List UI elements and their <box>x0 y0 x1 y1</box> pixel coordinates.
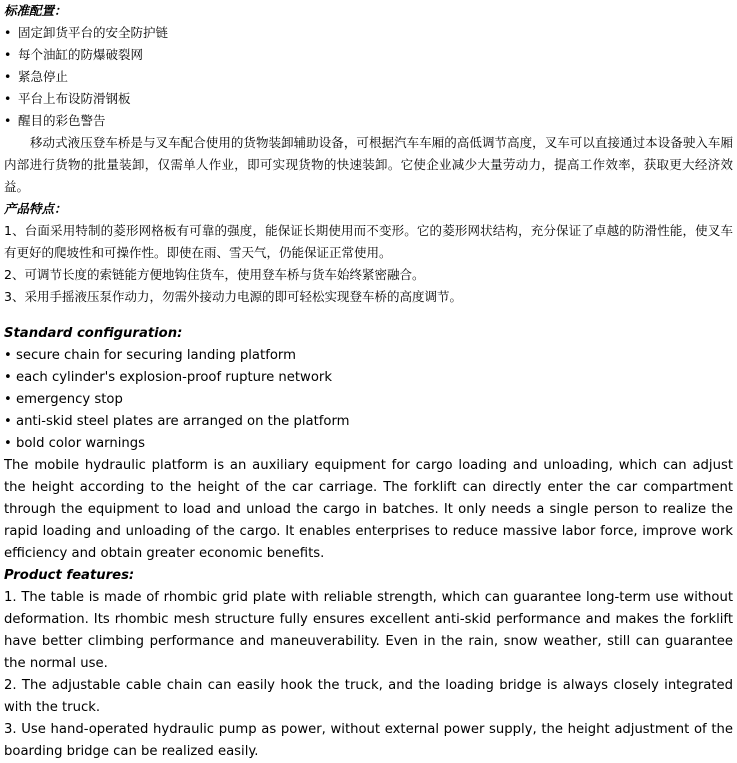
en-standard-item <box>4 389 733 411</box>
zh-standard-item-text: 紧急停止 <box>18 69 69 84</box>
en-standard-item <box>4 411 733 433</box>
zh-standard-item-text: 固定卸货平台的安全防护链 <box>18 25 169 40</box>
zh-standard-item-text: 平台上布设防滑钢板 <box>18 91 131 106</box>
en-feature-item: 1. The table is made of rhombic grid plate with reliable strength, which can guarantee long-term use without deformation. Its rhombic mesh structure fully ensures excellent anti-skid performance and makes the forklift have better climbing performance and maneuverability. Even in the rain, snow weather, still can guarantee the normal use. <box>4 590 733 671</box>
zh-feature-item: 1、台面采用特制的菱形网格板有可靠的强度，能保证长期使用而不变形。它的菱形网状结构，充分保证了卓越的防滑性能，使叉车有更好的爬坡性和可操作性。即使在雨、雪天气，仍能保证正常使用。 <box>4 223 733 260</box>
zh-standard-item <box>4 88 733 110</box>
en-standard-item-text: anti-skid steel plates are arranged on the platform <box>15 414 350 429</box>
en-standard-item-text: emergency stop <box>15 392 123 407</box>
en-standard-list <box>4 345 733 455</box>
bullet-icon: • <box>4 348 12 363</box>
zh-intro-paragraph: 移动式液压登车桥是与叉车配合使用的货物装卸辅助设备，可根据汽车车厢的高低调节高度，叉车可以直接通过本设备驶入车厢内部进行货物的批量装卸，仅需单人作业，即可实现货物的快速装卸。它使企业减少大量劳动力，提高工作效率，获取更大经济效益。 <box>4 135 733 194</box>
zh-standard-item-text: 醒目的彩色警告 <box>18 113 106 128</box>
en-standard-item <box>4 345 733 367</box>
en-standard-item <box>4 367 733 389</box>
bullet-icon: • <box>4 47 12 62</box>
bullet-icon: • <box>4 392 12 407</box>
en-standard-item-text: secure chain for securing landing platform <box>15 348 296 363</box>
zh-standard-heading: 标准配置： <box>4 3 67 18</box>
zh-features-heading: 产品特点： <box>4 201 67 216</box>
zh-standard-item <box>4 110 733 132</box>
zh-standard-item <box>4 44 733 66</box>
en-features-heading: Product features: <box>4 568 135 583</box>
en-standard-item <box>4 433 733 455</box>
en-standard-heading: Standard configuration: <box>4 326 183 341</box>
en-intro-paragraph: The mobile hydraulic platform is an auxiliary equipment for cargo loading and unloading, which can adjust the height according to the height of the car carriage. The forklift can directly enter the car compartment through the equipment to load and unload the cargo in batches. It only needs a single person to realize the rapid loading and unloading of the cargo. It enables enterprises to reduce massive labor force, improve work efficiency and obtain greater economic benefits. <box>4 458 733 561</box>
bullet-icon: • <box>4 414 12 429</box>
zh-standard-item-text: 每个油缸的防爆破裂网 <box>18 47 144 62</box>
chinese-section <box>4 0 733 308</box>
en-feature-item: 2. The adjustable cable chain can easily hook the truck, and the loading bridge is always closely integrated with the truck. <box>4 678 733 715</box>
zh-standard-item <box>4 22 733 44</box>
zh-standard-list <box>4 22 733 132</box>
en-standard-item-text: each cylinder's explosion-proof rupture network <box>15 370 332 385</box>
bullet-icon: • <box>4 113 12 128</box>
en-standard-item-text: bold color warnings <box>15 436 145 451</box>
zh-standard-item <box>4 66 733 88</box>
en-feature-item: 3. Use hand-operated hydraulic pump as power, without external power supply, the height adjustment of the boarding bridge can be realized easily. <box>4 722 733 759</box>
zh-feature-item: 3、采用手摇液压泵作动力，勿需外接动力电源的即可轻松实现登车桥的高度调节。 <box>4 289 462 304</box>
bullet-icon: • <box>4 370 12 385</box>
zh-feature-item: 2、可调节长度的索链能方便地钩住货车，使用登车桥与货车始终紧密融合。 <box>4 267 425 282</box>
bullet-icon: • <box>4 91 12 106</box>
bullet-icon: • <box>4 25 12 40</box>
bullet-icon: • <box>4 436 12 451</box>
english-section <box>4 323 733 763</box>
bullet-icon: • <box>4 69 12 84</box>
